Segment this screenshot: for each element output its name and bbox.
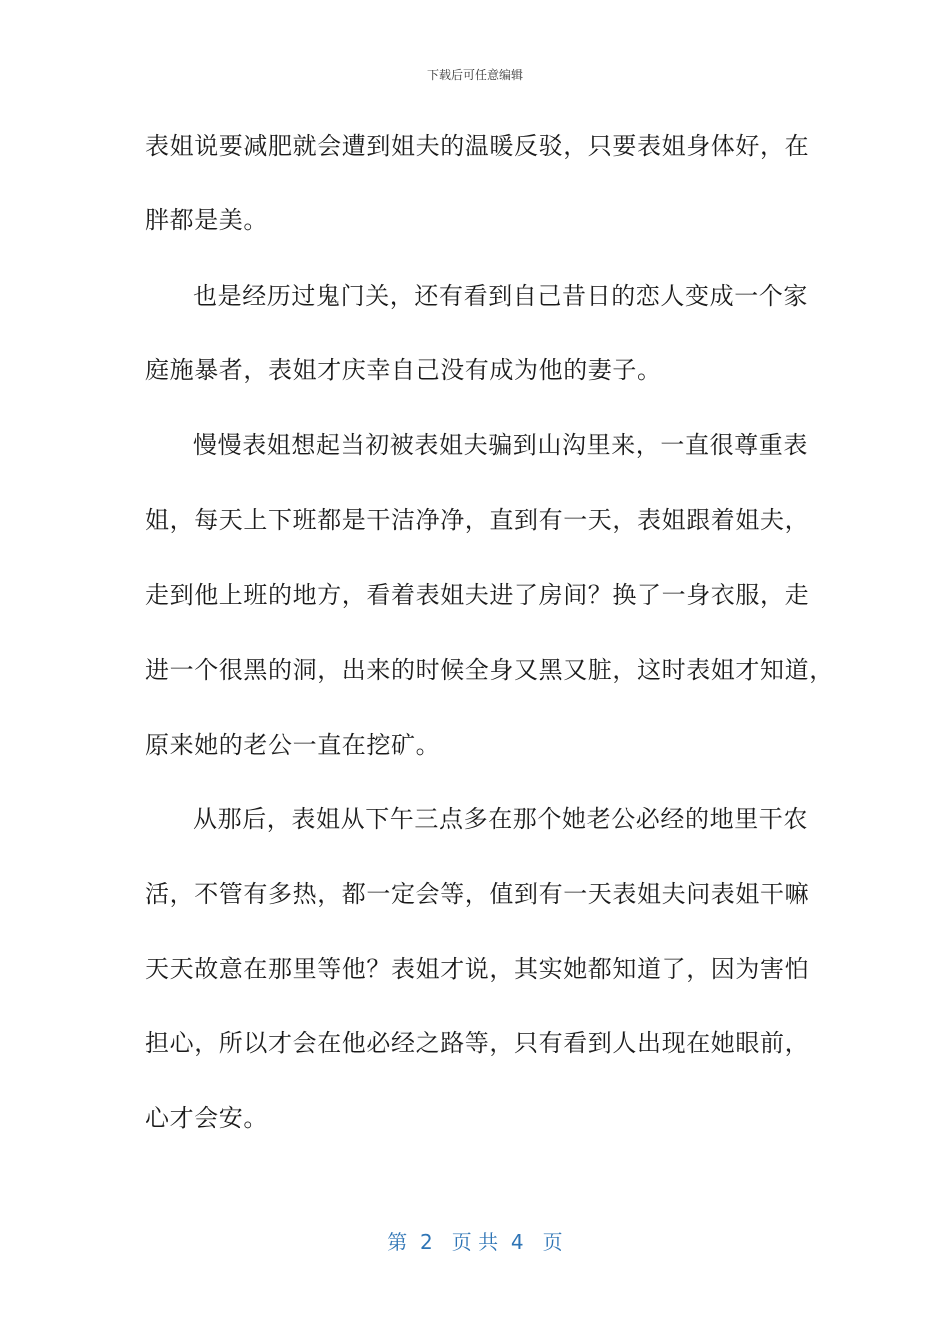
body-line: 进一个很黑的洞，出来的时候全身又黑又脏，这时表姐才知道， (145, 656, 834, 684)
body-line: 表姐说要减肥就会遭到姐夫的温暖反驳，只要表姐身体好，在 (145, 132, 810, 160)
body-line: 胖都是美。 (145, 206, 268, 234)
body-line: 庭施暴者，表姐才庆幸自己没有成为他的妻子。 (145, 356, 662, 384)
paragraph-start-line: 从那后，表姐从下午三点多在那个她老公必经的地里干农 (193, 805, 808, 833)
body-line: 姐，每天上下班都是干洁净净，直到有一天，表姐跟着姐夫， (145, 506, 810, 534)
page-number-footer: 第 2 页 共 4 页 (387, 1230, 563, 1254)
paragraph-start-line: 慢慢表姐想起当初被表姐夫骗到山沟里来，一直很尊重表 (193, 431, 808, 459)
body-line: 活，不管有多热，都一定会等，值到有一天表姐夫问表姐干嘛 (145, 880, 810, 908)
header-note: 下载后可任意编辑 (426, 68, 523, 82)
body-line: 原来她的老公一直在挖矿。 (145, 731, 441, 759)
body-line: 担心，所以才会在他必经之路等，只有看到人出现在她眼前， (145, 1029, 810, 1057)
body-line: 天天故意在那里等他？表姐才说，其实她都知道了，因为害怕 (145, 955, 810, 983)
body-line: 走到他上班的地方，看着表姐夫进了房间？换了一身衣服，走 (145, 581, 810, 609)
body-line: 心才会安。 (145, 1104, 268, 1132)
paragraph-start-line: 也是经历过鬼门关，还有看到自己昔日的恋人变成一个家 (193, 282, 808, 310)
